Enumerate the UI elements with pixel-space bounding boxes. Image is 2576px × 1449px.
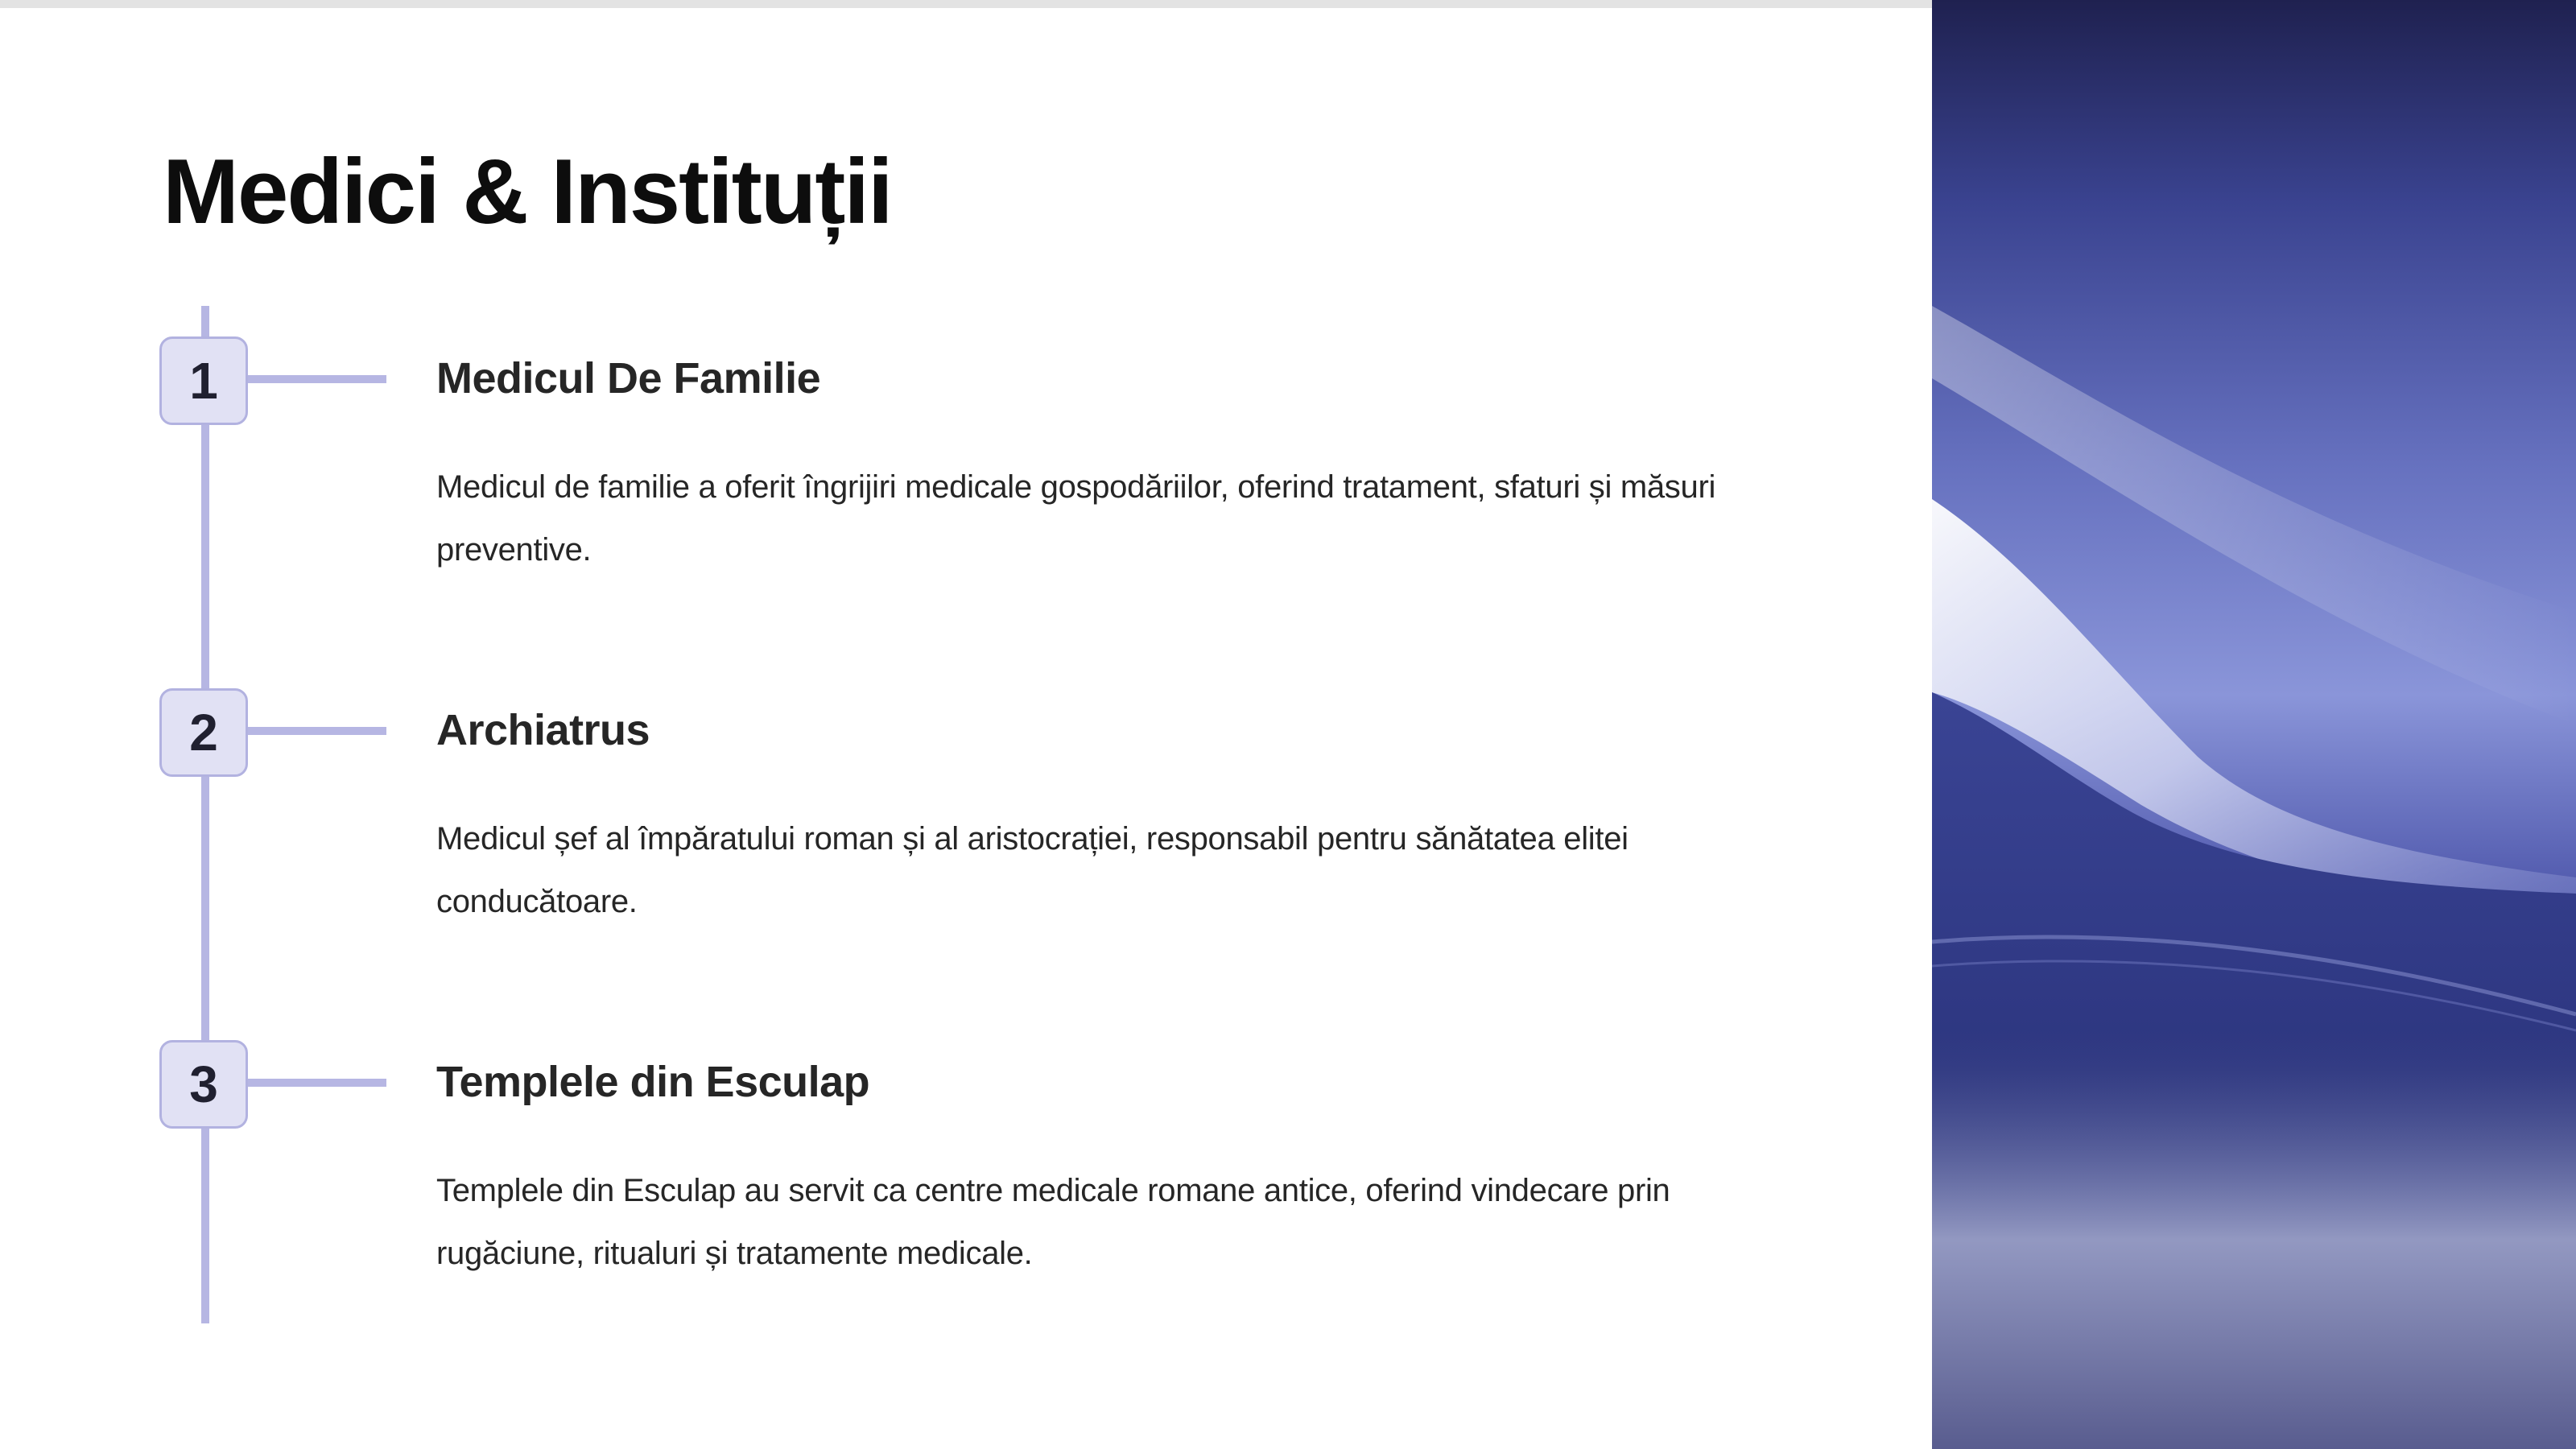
step-title: Templele din Esculap xyxy=(436,1058,870,1106)
timeline-step-2 xyxy=(0,688,1932,1010)
step-connector xyxy=(242,1079,386,1087)
timeline-step-3 xyxy=(0,1040,1932,1362)
step-connector xyxy=(242,727,386,735)
wave-graphic xyxy=(1932,0,2576,1449)
abstract-wave-image xyxy=(1932,0,2576,1449)
step-number-badge: 2 xyxy=(159,688,248,777)
wave-fade xyxy=(1932,1030,2576,1449)
step-description: Templele din Esculap au servit ca centre medicale romane antice, oferind vindecare prin rugăciune, ritualuri și tratamente medicale. xyxy=(436,1173,1670,1271)
slide-title: Medici & Instituții xyxy=(163,141,892,243)
step-description: Medicul șef al împăratului roman și al aristocrației, responsabil pentru sănătatea elitei conducătoare. xyxy=(436,821,1629,919)
step-description: Medicul de familie a oferit îngrijiri medicale gospodăriilor, oferind tratament, sfaturi și măsuri preventive. xyxy=(436,469,1716,568)
step-number-badge: 3 xyxy=(159,1040,248,1129)
step-title: Medicul De Familie xyxy=(436,354,821,402)
timeline-step-1 xyxy=(0,336,1932,658)
step-title: Archiatrus xyxy=(436,706,650,754)
step-number-badge: 1 xyxy=(159,336,248,425)
top-rule xyxy=(0,0,1932,8)
step-connector xyxy=(242,375,386,383)
